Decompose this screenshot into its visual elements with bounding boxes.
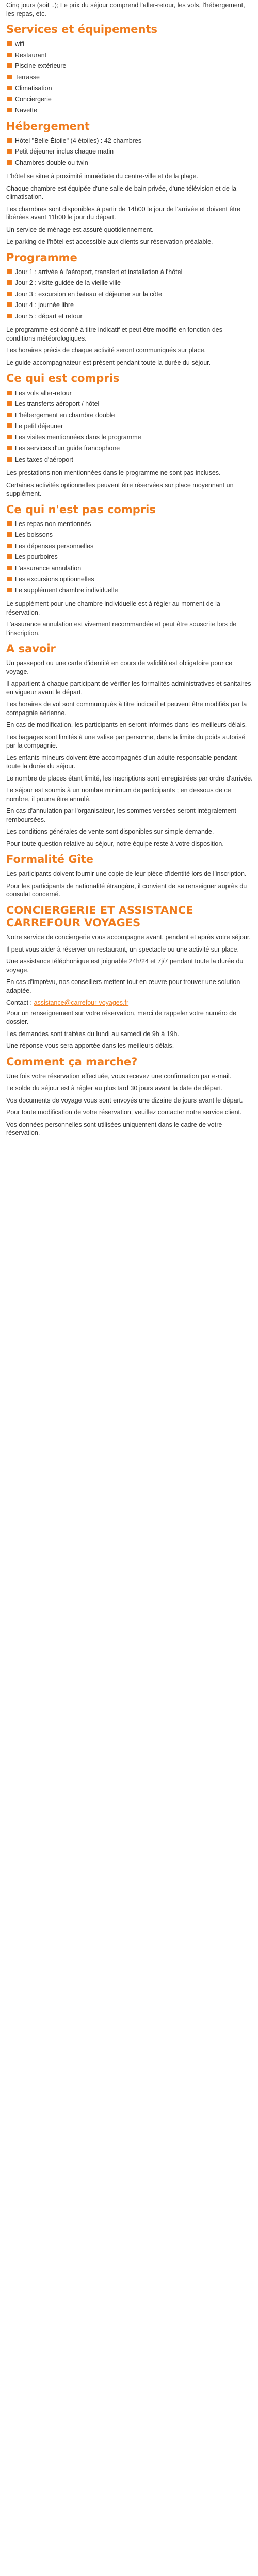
- hebergement-heading: Hébergement: [6, 120, 90, 132]
- services-section: [6, 23, 253, 115]
- paragraph: Le solde du séjour est à régler au plus tard 30 jours avant la date de départ.: [6, 1084, 223, 1092]
- paragraph: Chaque chambre est équipée d'une salle de bain privée, d'une télévision et de la climatisation.: [6, 184, 237, 201]
- paragraph: Un passeport ou une carte d'identité en cours de validité est obligatoire pour ce voyage.: [6, 659, 233, 675]
- services-heading: Services et équipements: [6, 23, 158, 36]
- non-inclus-section: [6, 503, 253, 638]
- paragraph: Les demandes sont traitées du lundi au samedi de 9h à 19h.: [6, 1030, 179, 1038]
- list-item: Les vols aller-retour: [6, 389, 253, 398]
- programme-list: [6, 268, 253, 321]
- list-item: Jour 1 : arrivée à l'aéroport, transfert et installation à l'hôtel: [6, 268, 253, 277]
- services-list: [6, 40, 253, 115]
- list-item: Les pourboires: [6, 553, 253, 562]
- hebergement-section: [6, 120, 253, 246]
- conciergerie-heading: CONCIERGERIE ET ASSISTANCE CARREFOUR VOYAGES: [6, 904, 194, 929]
- offer-page: [0, 0, 258, 1150]
- reservation-heading: Comment ça marche?: [6, 1055, 138, 1068]
- paragraph: L'hôtel se situe à proximité immédiate du centre-ville et de la plage.: [6, 173, 199, 180]
- paragraph: Les prestations non mentionnées dans le programme ne sont pas incluses.: [6, 469, 221, 477]
- paragraph: Le séjour est soumis à un nombre minimum de participants ; en dessous de ce nombre, il pourra être annulé.: [6, 787, 231, 803]
- contact-line: [6, 998, 253, 1007]
- paragraph: Les enfants mineurs doivent être accompagnés d'un adulte responsable pendant toute la durée du séjour.: [6, 754, 237, 770]
- paragraph: Certaines activités optionnelles peuvent être réservées sur place moyennant un supplément.: [6, 481, 234, 498]
- intro-text: Cinq jours (soit ..); Le prix du séjour comprend l'aller-retour, les vols, l'hébergement, les repas, etc.: [6, 2, 245, 18]
- list-item: Jour 2 : visite guidée de la vieille ville: [6, 279, 253, 287]
- list-item: Restaurant: [6, 51, 253, 60]
- list-item: Petit déjeuner inclus chaque matin: [6, 147, 253, 156]
- list-item: Hôtel "Belle Étoile" (4 étoiles) : 42 chambres: [6, 137, 253, 145]
- contact-email-link[interactable]: assistance@carrefour-voyages.fr: [34, 999, 129, 1007]
- paragraph: Le programme est donné à titre indicatif et peut être modifié en fonction des conditions météorologiques.: [6, 326, 222, 342]
- avis-section: [6, 642, 253, 848]
- list-item: wifi: [6, 40, 253, 48]
- paragraph: Une réponse vous sera apportée dans les meilleurs délais.: [6, 1042, 174, 1050]
- inclus-heading: Ce qui est compris: [6, 372, 120, 385]
- paragraph: Pour toute question relative au séjour, notre équipe reste à votre disposition.: [6, 840, 224, 848]
- paragraph: Une assistance téléphonique est joignable 24h/24 et 7j/7 pendant toute la durée du voyage.: [6, 958, 244, 974]
- avis-heading: A savoir: [6, 642, 56, 655]
- list-item: Les boissons: [6, 531, 253, 539]
- list-item: L'hébergement en chambre double: [6, 411, 253, 420]
- paragraph: Une fois votre réservation effectuée, vous recevez une confirmation par e-mail.: [6, 1072, 232, 1080]
- paragraph: Les bagages sont limités à une valise par personne, dans la limite du poids autorisé par la compagnie.: [6, 733, 246, 750]
- paragraph: Le guide accompagnateur est présent pendant toute la durée du séjour.: [6, 359, 211, 366]
- list-item: L'assurance annulation: [6, 564, 253, 573]
- inclus-section: [6, 372, 253, 498]
- list-item: Jour 5 : départ et retour: [6, 312, 253, 321]
- paragraph: Les horaires précis de chaque activité seront communiqués sur place.: [6, 347, 206, 354]
- list-item: Terrasse: [6, 73, 253, 82]
- list-item: Les transferts aéroport / hôtel: [6, 400, 253, 409]
- paragraph: Les conditions générales de vente sont disponibles sur simple demande.: [6, 828, 214, 836]
- list-item: Les taxes d'aéroport: [6, 455, 253, 464]
- paragraph: Les chambres sont disponibles à partir de 14h00 le jour de l'arrivée et doivent être libérées avant 11h00 le jour du départ.: [6, 205, 241, 222]
- paragraph: Les horaires de vol sont communiqués à titre indicatif et peuvent être modifiés par la compagnie aérienne.: [6, 701, 247, 717]
- paragraph: Pour un renseignement sur votre réservation, merci de rappeler votre numéro de dossier.: [6, 1009, 237, 1026]
- list-item: Jour 4 : journée libre: [6, 301, 253, 310]
- list-item: Le supplément chambre individuelle: [6, 586, 253, 595]
- non-inclus-list: [6, 520, 253, 595]
- paragraph: L'assurance annulation est vivement recommandée et peut être souscrite lors de l'inscription.: [6, 621, 237, 637]
- paragraph: Vos documents de voyage vous sont envoyés une dizaine de jours avant le départ.: [6, 1096, 243, 1104]
- non-inclus-heading: Ce qui n'est pas compris: [6, 503, 156, 516]
- inclus-list: [6, 389, 253, 464]
- paragraph: En cas de modification, les participants en seront informés dans les meilleurs délais.: [6, 721, 247, 729]
- paragraph: Il appartient à chaque participant de vérifier les formalités administratives et sanitaires en vigueur avant le départ.: [6, 680, 251, 696]
- paragraph: Le nombre de places étant limité, les inscriptions sont enregistrées par ordre d'arrivée.: [6, 774, 253, 782]
- paragraph: Le parking de l'hôtel est accessible aux clients sur réservation préalable.: [6, 238, 213, 246]
- programme-section: [6, 251, 253, 367]
- paragraph: Vos données personnelles sont utilisées uniquement dans le cadre de votre réservation.: [6, 1121, 222, 1137]
- list-item: Jour 3 : excursion en bateau et déjeuner sur la côte: [6, 290, 253, 299]
- contact-label: Contact :: [6, 999, 33, 1007]
- formalite-section: [6, 853, 253, 899]
- list-item: Climatisation: [6, 84, 253, 93]
- list-item: Les services d'un guide francophone: [6, 444, 253, 453]
- list-item: Les visites mentionnées dans le programme: [6, 433, 253, 442]
- paragraph: Notre service de conciergerie vous accompagne avant, pendant et après votre séjour.: [6, 934, 251, 941]
- hebergement-list: [6, 137, 253, 167]
- reservation-section: [6, 1056, 253, 1138]
- list-item: Piscine extérieure: [6, 62, 253, 71]
- list-item: Navette: [6, 106, 253, 115]
- paragraph: En cas d'annulation par l'organisateur, les sommes versées seront intégralement remboursées.: [6, 807, 236, 823]
- programme-heading: Programme: [6, 251, 77, 264]
- paragraph: Pour toute modification de votre réservation, veuillez contacter notre service client.: [6, 1109, 242, 1116]
- paragraph: Un service de ménage est assuré quotidiennement.: [6, 226, 154, 233]
- conciergerie-section: [6, 904, 253, 1050]
- list-item: Les repas non mentionnés: [6, 520, 253, 529]
- paragraph: Il peut vous aider à réserver un restaurant, un spectacle ou une activité sur place.: [6, 945, 239, 953]
- list-item: Conciergerie: [6, 95, 253, 104]
- paragraph: Pour les participants de nationalité étrangère, il convient de se renseigner auprès du consulat concerné.: [6, 882, 247, 899]
- paragraph: Le supplément pour une chambre individuelle est à régler au moment de la réservation.: [6, 600, 220, 616]
- list-item: Le petit déjeuner: [6, 422, 253, 431]
- list-item: Les excursions optionnelles: [6, 575, 253, 584]
- paragraph: En cas d'imprévu, nos conseillers mettent tout en œuvre pour trouver une solution adaptée.: [6, 978, 240, 994]
- formalite-heading: Formalité Gîte: [6, 853, 94, 866]
- list-item: Chambres double ou twin: [6, 159, 253, 167]
- paragraph: Les participants doivent fournir une copie de leur pièce d'identité lors de l'inscription.: [6, 870, 247, 878]
- list-item: Les dépenses personnelles: [6, 542, 253, 551]
